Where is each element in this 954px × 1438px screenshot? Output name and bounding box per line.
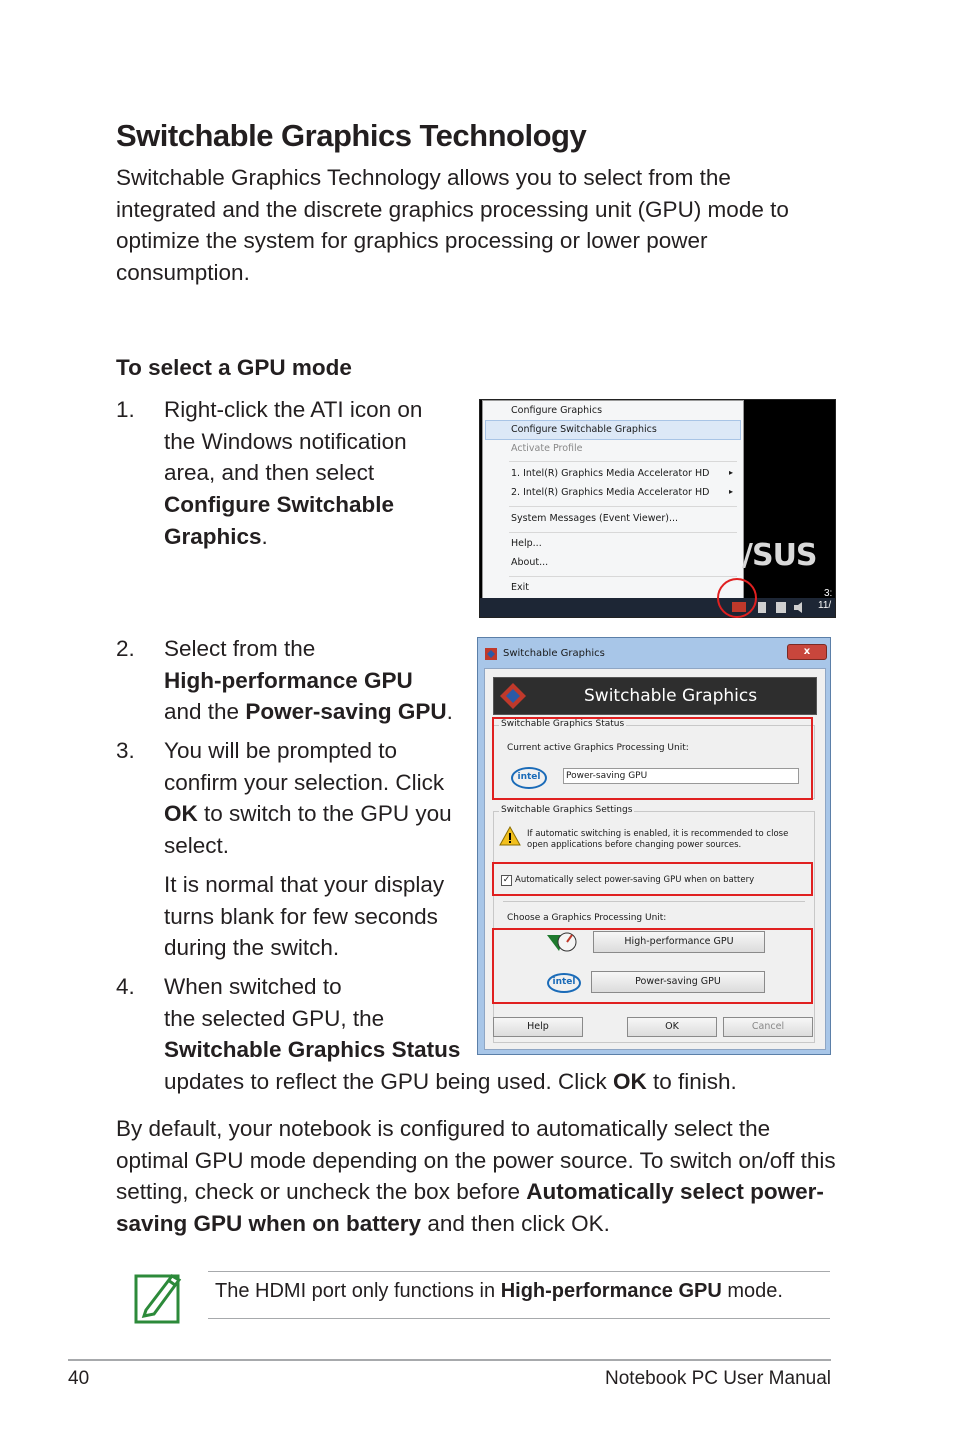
step-text: the selected GPU, the (164, 1005, 385, 1031)
step-3-text (164, 735, 464, 862)
step-4-continuation (164, 1066, 737, 1098)
step-text: Select from the (164, 636, 316, 661)
section-heading: To select a GPU mode (116, 355, 352, 380)
app-icon (484, 647, 498, 661)
intel-logo-icon: intel (511, 767, 547, 789)
help-button[interactable]: Help (493, 1017, 583, 1037)
tray-icons (480, 598, 835, 617)
note-text (215, 1280, 783, 1303)
warning-icon (499, 826, 521, 846)
menu-separator (509, 576, 737, 577)
status-highlight-box (492, 717, 813, 800)
auto-select-label: Automatically select power-saving GPU when on battery (515, 875, 755, 885)
step-2-text (164, 633, 464, 728)
step-number: 4. (116, 974, 135, 999)
step-text: Right-click the ATI icon on the Windows notification area, and then select (164, 397, 423, 486)
manual-title: Notebook PC User Manual (605, 1368, 831, 1389)
high-performance-gpu-button[interactable]: High-performance GPU (593, 931, 765, 953)
paragraph-text: By default, your notebook is configured to automatically select the optimal GPU mode depending on the power source. To switch on/off this setting, check or uncheck the box before (116, 1116, 836, 1205)
banner (493, 677, 817, 715)
status-group-label: Switchable Graphics Status (501, 719, 625, 729)
step-text: and the (164, 699, 246, 725)
current-gpu-field: Power-saving GPU (563, 768, 799, 784)
menu-separator (509, 461, 737, 462)
step-emphasis: Switchable Graphics Status (164, 1037, 461, 1063)
step-text: . (261, 523, 268, 549)
menu-item-configure-switchable-graphics[interactable]: Configure Switchable Graphics (511, 424, 657, 435)
gpu-choice-highlight-box (492, 928, 813, 1004)
checkbox-highlight-box (492, 862, 813, 896)
menu-separator (509, 532, 737, 533)
step-text: to finish. (646, 1069, 737, 1094)
close-icon[interactable]: x (787, 644, 827, 660)
note-pencil-icon (132, 1266, 184, 1326)
default-setting-paragraph (116, 1113, 846, 1240)
page-number: 40 (68, 1368, 90, 1389)
intel-logo-icon: intel (547, 973, 581, 993)
highlight-circle (714, 576, 760, 622)
auto-select-checkbox[interactable]: ✓ (502, 875, 511, 885)
intro-paragraph: Switchable Graphics Technology allows you to select from the integrated and the discrete graphics processing unit (GPU) mode to optimize the system for graphics processing or lower power consumption. (116, 165, 789, 286)
step-text: When switched to (164, 974, 342, 999)
step-text: updates to reflect the GPU being used. Click (164, 1069, 613, 1094)
step-number: 3. (116, 738, 135, 763)
settings-group-label: Switchable Graphics Settings (501, 805, 633, 815)
step-number: 2. (116, 636, 135, 661)
switchable-graphics-dialog-screenshot (477, 637, 831, 1055)
submenu-arrow-icon: ▸ (729, 468, 734, 477)
note-text-part: mode. (721, 1280, 783, 1302)
step-emphasis: OK (164, 801, 198, 827)
power-saving-gpu-button[interactable]: Power-saving GPU (591, 971, 765, 993)
menu-separator (509, 506, 737, 507)
step-text: to switch to the GPU you select. (164, 801, 452, 859)
menu-item-exit[interactable]: Exit (511, 582, 529, 593)
step-emphasis: Configure Switchable Graphics (164, 492, 395, 549)
menu-item-intel-2[interactable]: 2. Intel(R) Graphics Media Accelerator HD (511, 487, 710, 498)
menu-item-activate-profile[interactable]: Activate Profile (511, 443, 583, 454)
ok-button[interactable]: OK (627, 1017, 717, 1037)
note-emphasis: High-performance GPU (500, 1280, 722, 1302)
warning-text: If automatic switching is enabled, it is recommended to close open applications before changing power sources. (527, 829, 789, 850)
note-text-part: The HDMI port only functions in (215, 1280, 501, 1302)
menu-item-help[interactable]: Help... (511, 538, 542, 549)
context-menu (482, 400, 744, 602)
step-emphasis: High-performance GPU (164, 667, 413, 693)
menu-item-system-messages[interactable]: System Messages (Event Viewer)... (511, 513, 679, 524)
submenu-arrow-icon: ▸ (729, 487, 734, 496)
step-3-note: It is normal that your display turns blank for few seconds during the switch. (164, 872, 445, 961)
dialog-body (484, 668, 826, 1050)
asus-logo: /SUS (742, 538, 817, 573)
footer-rule (68, 1359, 831, 1361)
note-bottom-rule (208, 1318, 830, 1319)
step-1-text (164, 394, 444, 553)
switch-arrows-icon (498, 681, 528, 711)
page-title: Switchable Graphics Technology (116, 118, 587, 153)
divider (503, 901, 805, 902)
paragraph-emphasis: Automatically select power-saving GPU when on battery (116, 1179, 824, 1237)
clock-date: 11/ (818, 600, 832, 611)
cancel-button[interactable]: Cancel (723, 1017, 813, 1037)
clock-time: 3: (824, 588, 833, 599)
banner-title: Switchable Graphics (584, 686, 758, 706)
paragraph-text: and then click OK. (421, 1211, 610, 1237)
menu-item-intel-1[interactable]: 1. Intel(R) Graphics Media Accelerator HD (511, 468, 710, 479)
context-menu-screenshot (479, 399, 836, 618)
menu-item-about[interactable]: About... (511, 557, 549, 568)
choose-gpu-label: Choose a Graphics Processing Unit: (507, 913, 667, 923)
step-text: You will be prompted to confirm your selection. Click (164, 738, 445, 795)
current-gpu-label: Current active Graphics Processing Unit: (507, 743, 689, 753)
step-number: 1. (116, 397, 135, 422)
step-emphasis: OK (613, 1069, 647, 1094)
note-top-rule (208, 1271, 830, 1272)
menu-item-configure-graphics[interactable]: Configure Graphics (511, 405, 603, 416)
window-title: Switchable Graphics (503, 648, 605, 659)
step-emphasis: Power-saving GPU (245, 699, 447, 725)
step-4-text (164, 971, 474, 1066)
step-text: . (446, 699, 453, 725)
taskbar (480, 588, 835, 617)
